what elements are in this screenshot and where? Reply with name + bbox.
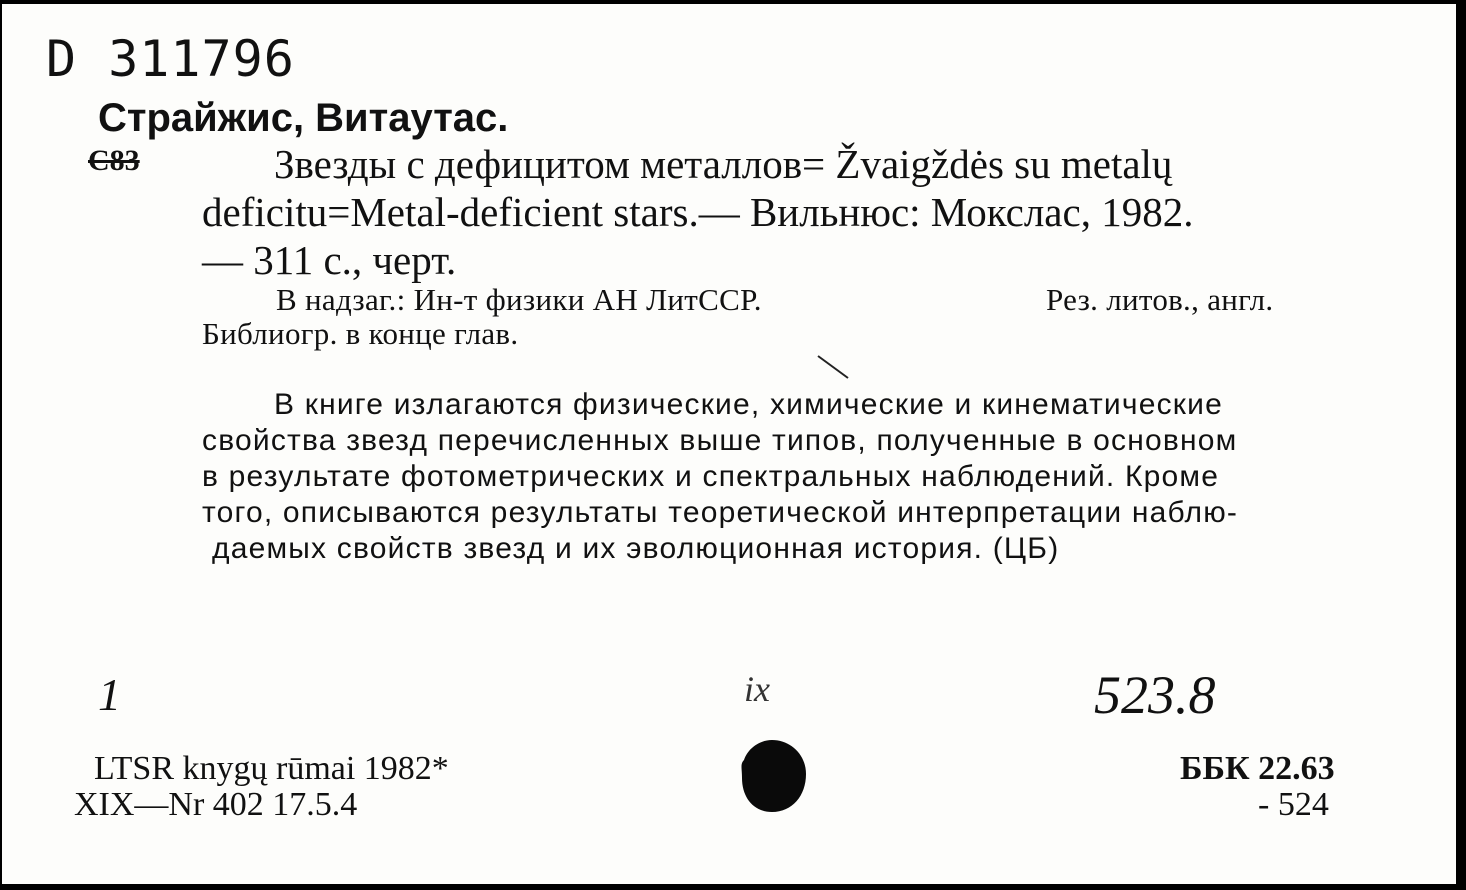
- title-line-3: — 311 с., черт.: [202, 237, 457, 283]
- bbk-classification: ББК 22.63: [1180, 750, 1335, 787]
- title-line-1: Звезды с дефицитом металлов= Žvaigždės su metalų: [274, 141, 1173, 187]
- annotation-line-5: даемых свойств звезд и их эволюционная история. (ЦБ): [212, 532, 1060, 565]
- annotation-line-2: свойства звезд перечисленных выше типов, полученные в основном: [202, 424, 1238, 457]
- annotation-line-3: в результате фотометрических и спектральных наблюдений. Кроме: [202, 460, 1220, 493]
- pencil-tick-mark: [814, 352, 854, 382]
- ink-blot-hole-icon: [738, 738, 808, 814]
- handwritten-classification: 523.8: [1094, 665, 1216, 725]
- author-heading: Страйжис, Витаутас.: [98, 96, 509, 140]
- annotation-line-4: того, описываются результаты теоретической интерпретации наблю-: [202, 496, 1239, 529]
- publisher-line-1: LTSR knygų rūmai 1982*: [94, 750, 449, 787]
- bbk-author-mark: - 524: [1258, 786, 1329, 823]
- shelf-mark: C83: [88, 144, 140, 177]
- note-line-2: Библиогр. в конце глав.: [202, 316, 519, 351]
- title-line-2: deficitu=Metal-deficient stars.— Вильнюс: Мокслас, 1982.: [202, 189, 1194, 235]
- handwritten-pencil-mark: іх: [744, 669, 770, 709]
- handwritten-copy-number: 1: [98, 669, 121, 720]
- call-number: D 311796: [46, 30, 295, 88]
- note-line-1: В надзаг.: Ин-т физики АН ЛитССР.: [276, 282, 762, 317]
- note-summary-languages: Рез. литов., англ.: [1046, 282, 1274, 317]
- catalog-card: [2, 4, 1456, 884]
- publisher-line-2: XIX—Nr 402 17.5.4: [74, 786, 358, 823]
- annotation-line-1: В книге излагаются физические, химические и кинематические: [274, 388, 1223, 421]
